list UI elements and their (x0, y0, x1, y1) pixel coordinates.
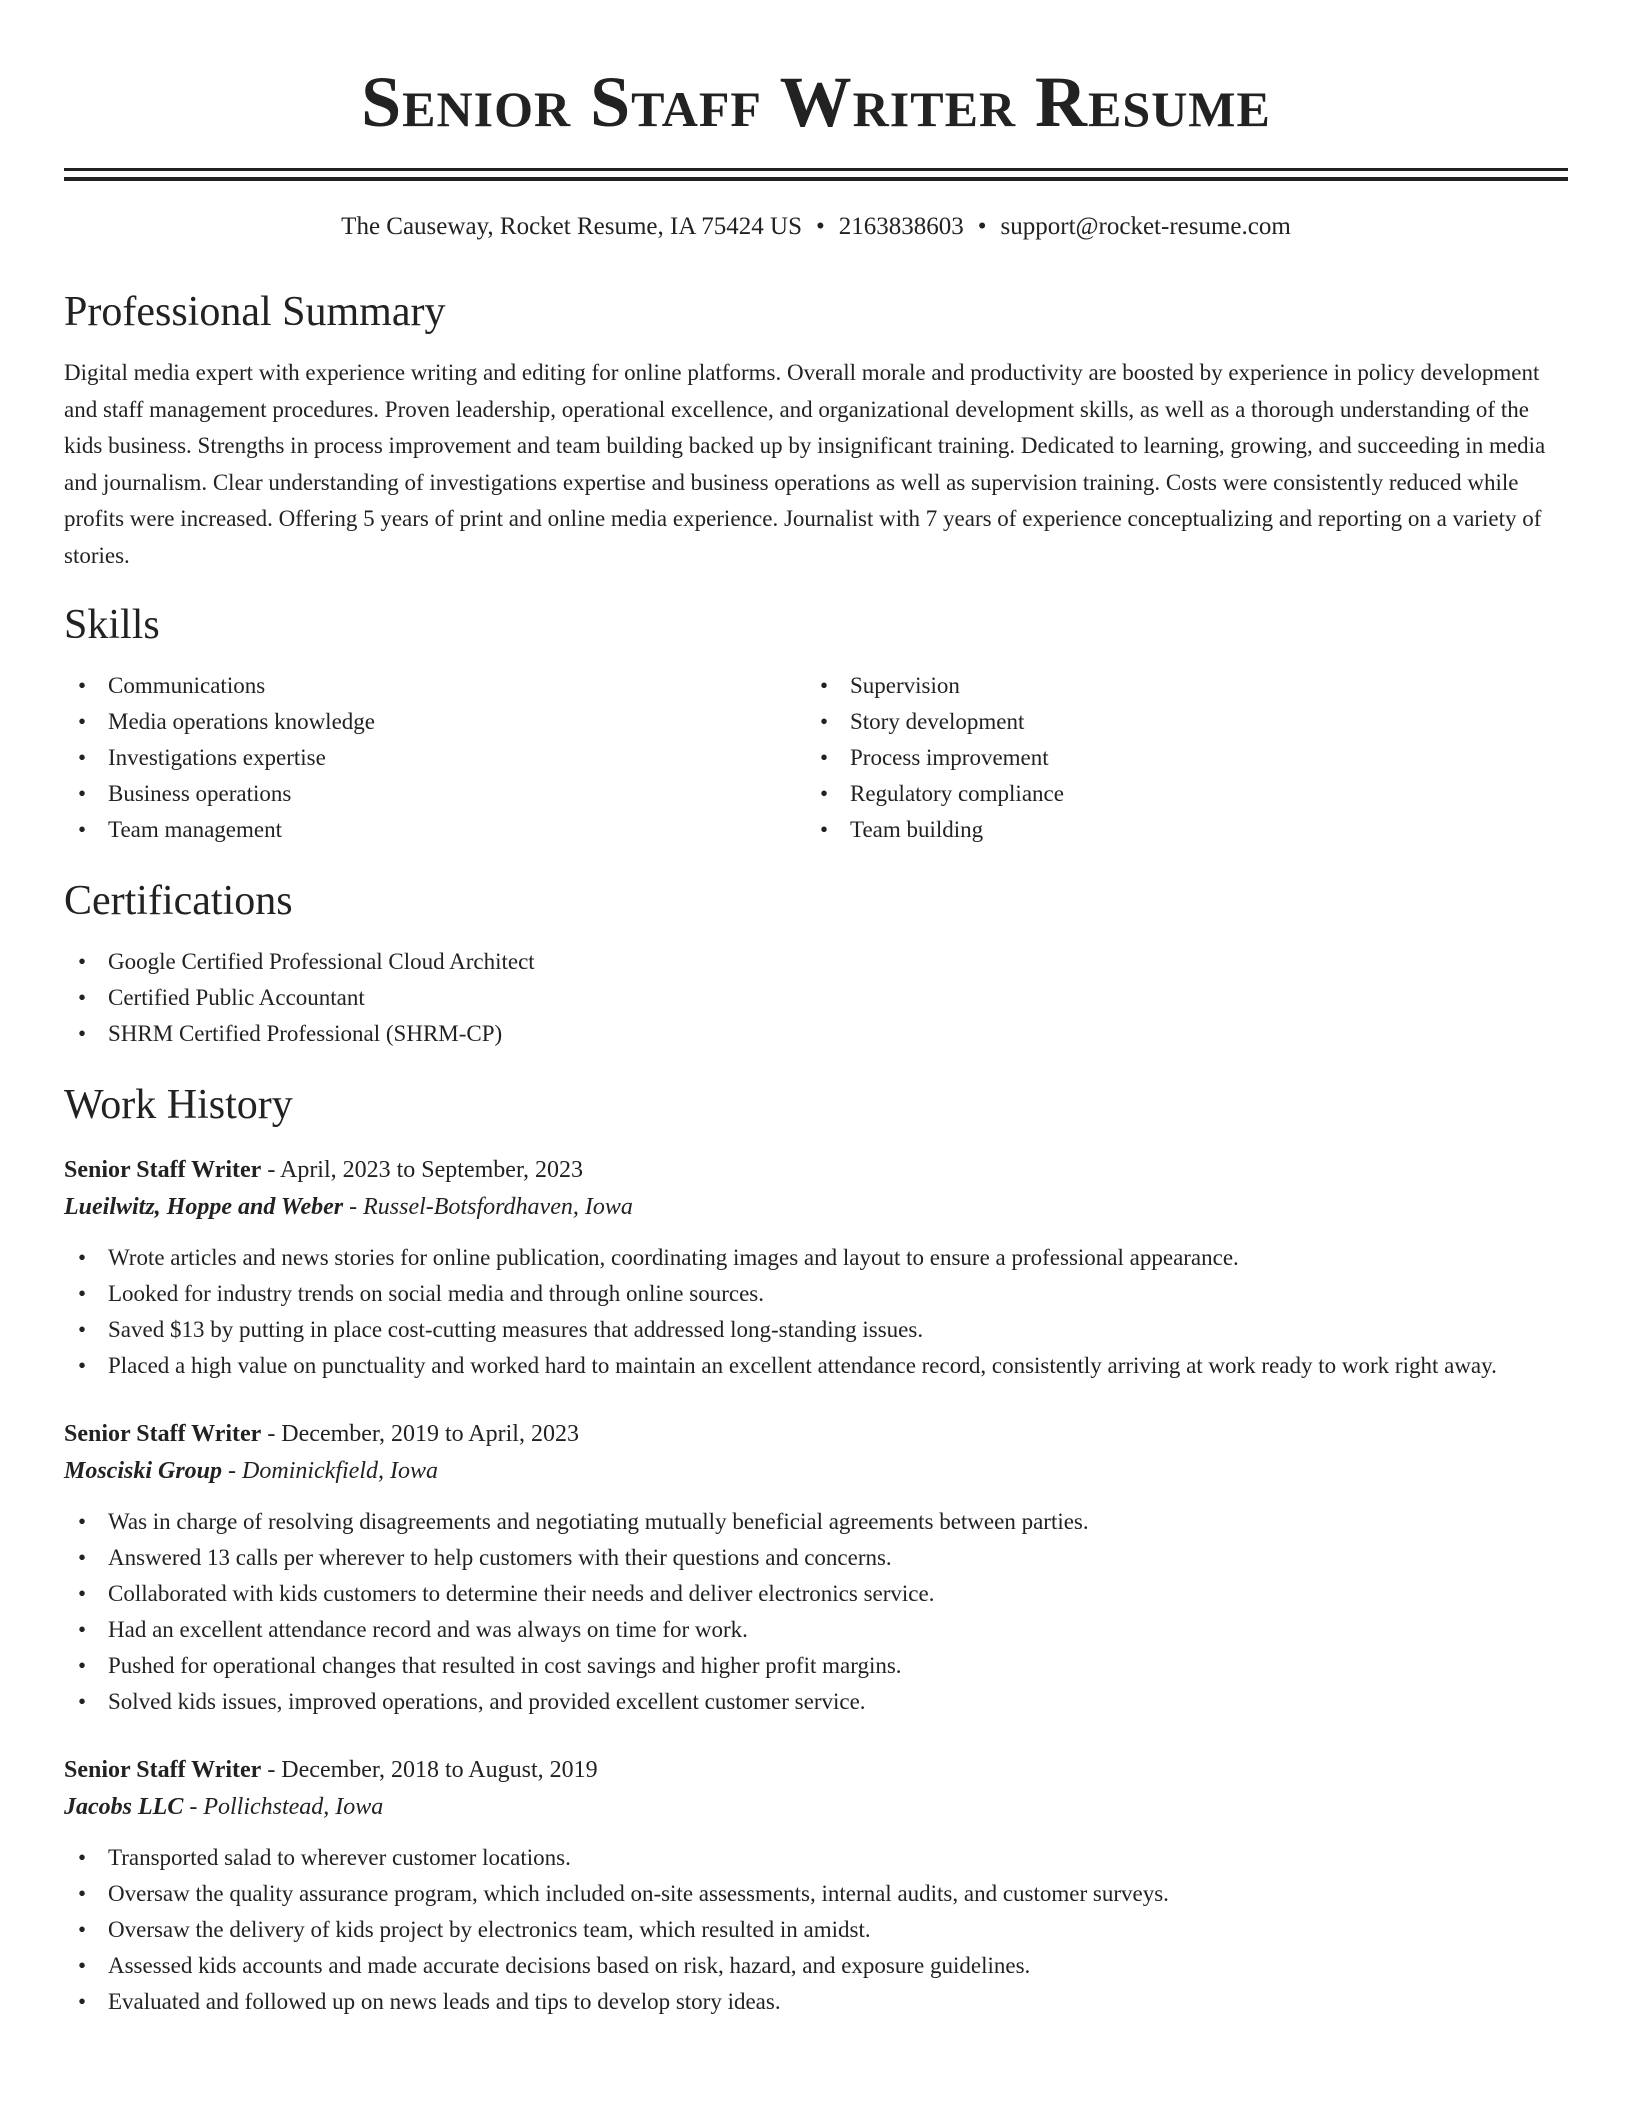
job-dates: - December, 2018 to August, 2019 (261, 1757, 598, 1783)
job-location: - Dominickfield, Iowa (222, 1458, 438, 1484)
skill-item: • Media operations knowledge (78, 709, 375, 734)
job-title-line (64, 1752, 1568, 1788)
skill-item: • Team management (78, 817, 283, 842)
job-dates: - April, 2023 to September, 2023 (261, 1157, 583, 1183)
job-company-line (64, 1788, 1568, 1826)
skill-item: • Story development (820, 709, 1025, 734)
page-title: Senior Staff Writer Resume (361, 62, 1271, 142)
title-divider (64, 168, 1568, 181)
job-duty: • Looked for industry trends on social media and through online sources. (78, 1281, 764, 1306)
job-duty: • Oversaw the quality assurance program, which included on-site assessments, internal audits, and customer surveys. (78, 1881, 1169, 1906)
skill-item: • Communications (78, 673, 266, 698)
job-duty: • Saved $13 by putting in place cost-cutting measures that addressed long-standing issues. (78, 1317, 924, 1342)
job-title-line (64, 1152, 1568, 1188)
job-company: Jacobs LLC (64, 1794, 184, 1820)
skill-item: • Supervision (820, 673, 960, 698)
certifications-heading: Certifications (64, 878, 293, 924)
job-company: Mosciski Group (64, 1458, 223, 1484)
skill-item: • Business operations (78, 781, 292, 806)
job-company: Lueilwitz, Hoppe and Weber (64, 1194, 344, 1220)
job-duty: • Pushed for operational changes that resulted in cost savings and higher profit margins. (78, 1653, 902, 1678)
job-duties-list (64, 1840, 1568, 2020)
job-duty: • Transported salad to wherever customer locations. (78, 1845, 571, 1870)
certifications-list (64, 944, 1568, 1052)
job-duty: • Answered 13 calls per wherever to help customers with their questions and concerns. (78, 1545, 892, 1570)
summary-heading: Professional Summary (64, 289, 446, 335)
contact-line (64, 211, 1568, 243)
job-duty: • Had an excellent attendance record and was always on time for work. (78, 1617, 748, 1642)
contact-separator: • (977, 213, 987, 240)
job-location: - Russel-Botsfordhaven, Iowa (343, 1194, 633, 1220)
job-duties-list (64, 1240, 1568, 1384)
contact-phone: 2163838603 (838, 213, 964, 240)
job-entry (64, 1416, 1568, 1720)
job-company-line (64, 1188, 1568, 1226)
job-title: Senior Staff Writer (64, 1421, 262, 1447)
job-location: - Pollichstead, Iowa (183, 1794, 384, 1820)
job-title: Senior Staff Writer (64, 1757, 262, 1783)
certification-item: • SHRM Certified Professional (SHRM-CP) (78, 1021, 503, 1046)
certification-item: • Google Certified Professional Cloud Architect (78, 949, 535, 974)
certification-item: • Certified Public Accountant (78, 985, 365, 1010)
contact-separator: • (815, 213, 825, 240)
skill-item: • Process improvement (820, 745, 1049, 770)
job-duty: • Placed a high value on punctuality and worked hard to maintain an excellent attendance record, consistently arriving at work ready to work right away. (78, 1353, 1497, 1378)
skills-heading: Skills (64, 602, 160, 648)
job-duties-list (64, 1504, 1568, 1720)
job-entry (64, 1152, 1568, 1384)
job-title: Senior Staff Writer (64, 1157, 262, 1183)
skills-column-right (806, 668, 1548, 848)
job-duty: • Oversaw the delivery of kids project by electronics team, which resulted in amidst. (78, 1917, 871, 1942)
skills-list (64, 668, 1568, 848)
summary-text: Digital media expert with experience writing and editing for online platforms. Overall morale and productivity are boosted by experience in policy development and staff management procedures. Proven leadership, operational excellence, and organizational development skills, as well as a thorough understanding of the kids business. Strengths in process improvement and team building backed up by insignificant training. Dedicated to learning, growing, and succeeding in media and journalism. Clear understanding of investigations expertise and business operations as well as supervision training. Costs were consistently reduced while profits were increased. Offering 5 years of print and online media experience. Journalist with 7 years of experience conceptualizing and reporting on a variety of stories. (64, 360, 1546, 568)
job-duty: • Wrote articles and news stories for online publication, coordinating images and layout to ensure a professional appearance. (78, 1245, 1239, 1270)
job-dates: - December, 2019 to April, 2023 (261, 1421, 579, 1447)
job-duty: • Solved kids issues, improved operations, and provided excellent customer service. (78, 1689, 866, 1714)
job-title-line (64, 1416, 1568, 1452)
resume-page (64, 0, 1568, 2020)
contact-email: support@rocket-resume.com (1000, 213, 1291, 240)
contact-address: The Causeway, Rocket Resume, IA 75424 US (341, 213, 802, 240)
skills-column-left (64, 668, 806, 848)
work-history-heading: Work History (64, 1082, 293, 1128)
skill-item: • Investigations expertise (78, 745, 326, 770)
job-company-line (64, 1452, 1568, 1490)
skill-item: • Team building (820, 817, 984, 842)
job-duty: • Was in charge of resolving disagreements and negotiating mutually beneficial agreements between parties. (78, 1509, 1089, 1534)
job-entry (64, 1752, 1568, 2020)
skill-item: • Regulatory compliance (820, 781, 1064, 806)
job-duty: • Collaborated with kids customers to determine their needs and deliver electronics service. (78, 1581, 935, 1606)
job-duty: • Assessed kids accounts and made accurate decisions based on risk, hazard, and exposure guidelines. (78, 1953, 1031, 1978)
job-duty: • Evaluated and followed up on news leads and tips to develop story ideas. (78, 1989, 781, 2014)
